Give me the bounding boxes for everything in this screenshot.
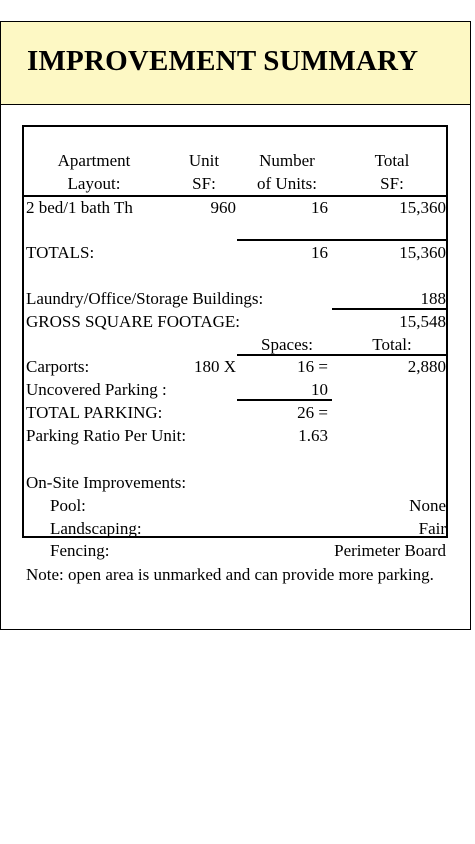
header-divider	[24, 195, 446, 197]
onsite-item-label: Fencing:	[50, 541, 110, 560]
gross-divider	[332, 308, 446, 310]
parking-header-spaces: Spaces:	[261, 335, 313, 354]
carports-total: 2,880	[407, 357, 446, 376]
improvement-summary-panel	[0, 21, 471, 630]
header-units-line2: of Units:	[257, 174, 317, 193]
carports-label: Carports:	[26, 357, 90, 376]
header-layout-line2: Layout:	[67, 174, 121, 193]
uncovered-label: Uncovered Parking :	[26, 380, 167, 399]
header-unit-sf-line1: Unit	[188, 151, 220, 170]
onsite-item-label: Pool:	[50, 496, 86, 515]
onsite-item-value: Perimeter Board	[334, 541, 446, 560]
parking-header-divider	[237, 354, 446, 356]
onsite-item-value: Fair	[418, 519, 446, 538]
onsite-item-label: Landscaping:	[50, 519, 142, 538]
header-units-line1: Number	[259, 151, 315, 170]
header-total-sf-line1: Total	[374, 151, 410, 170]
uncovered-spaces: 10	[311, 380, 328, 399]
row-total-sf: 15,360	[399, 198, 446, 217]
carports-spaces: 16 =	[297, 357, 328, 376]
row-units: 16	[311, 198, 328, 217]
gross-label: GROSS SQUARE FOOTAGE:	[26, 312, 241, 331]
ratio-label: Parking Ratio Per Unit:	[26, 426, 187, 445]
summary-table	[22, 125, 448, 560]
onsite-item-value: None	[409, 496, 446, 515]
totals-units: 16	[311, 243, 328, 262]
carports-size: 180 X	[193, 357, 236, 376]
parking-sum-divider	[237, 399, 332, 401]
onsite-label: On-Site Improvements:	[26, 473, 187, 492]
row-layout: 2 bed/1 bath Th	[26, 198, 133, 217]
parking-note: Note: open area is unmarked and can provide more parking.	[26, 565, 434, 584]
laundry-label: Laundry/Office/Storage Buildings:	[26, 289, 264, 308]
ratio-value: 1.63	[298, 426, 328, 445]
total-parking-spaces: 26 =	[297, 403, 328, 422]
row-unit-sf: 960	[210, 198, 236, 217]
gross-value: 15,548	[399, 312, 446, 331]
title-banner	[1, 22, 470, 105]
parking-header-total: Total:	[372, 335, 412, 354]
totals-divider	[237, 239, 446, 241]
totals-sf: 15,360	[399, 243, 446, 262]
header-unit-sf-line2: SF:	[192, 174, 216, 193]
header-layout-line1: Apartment	[57, 151, 131, 170]
laundry-value: 188	[420, 289, 446, 308]
total-parking-label: TOTAL PARKING:	[26, 403, 163, 422]
totals-label: TOTALS:	[26, 243, 95, 262]
page-title: IMPROVEMENT SUMMARY	[27, 45, 419, 77]
header-total-sf-line2: SF:	[380, 174, 404, 193]
